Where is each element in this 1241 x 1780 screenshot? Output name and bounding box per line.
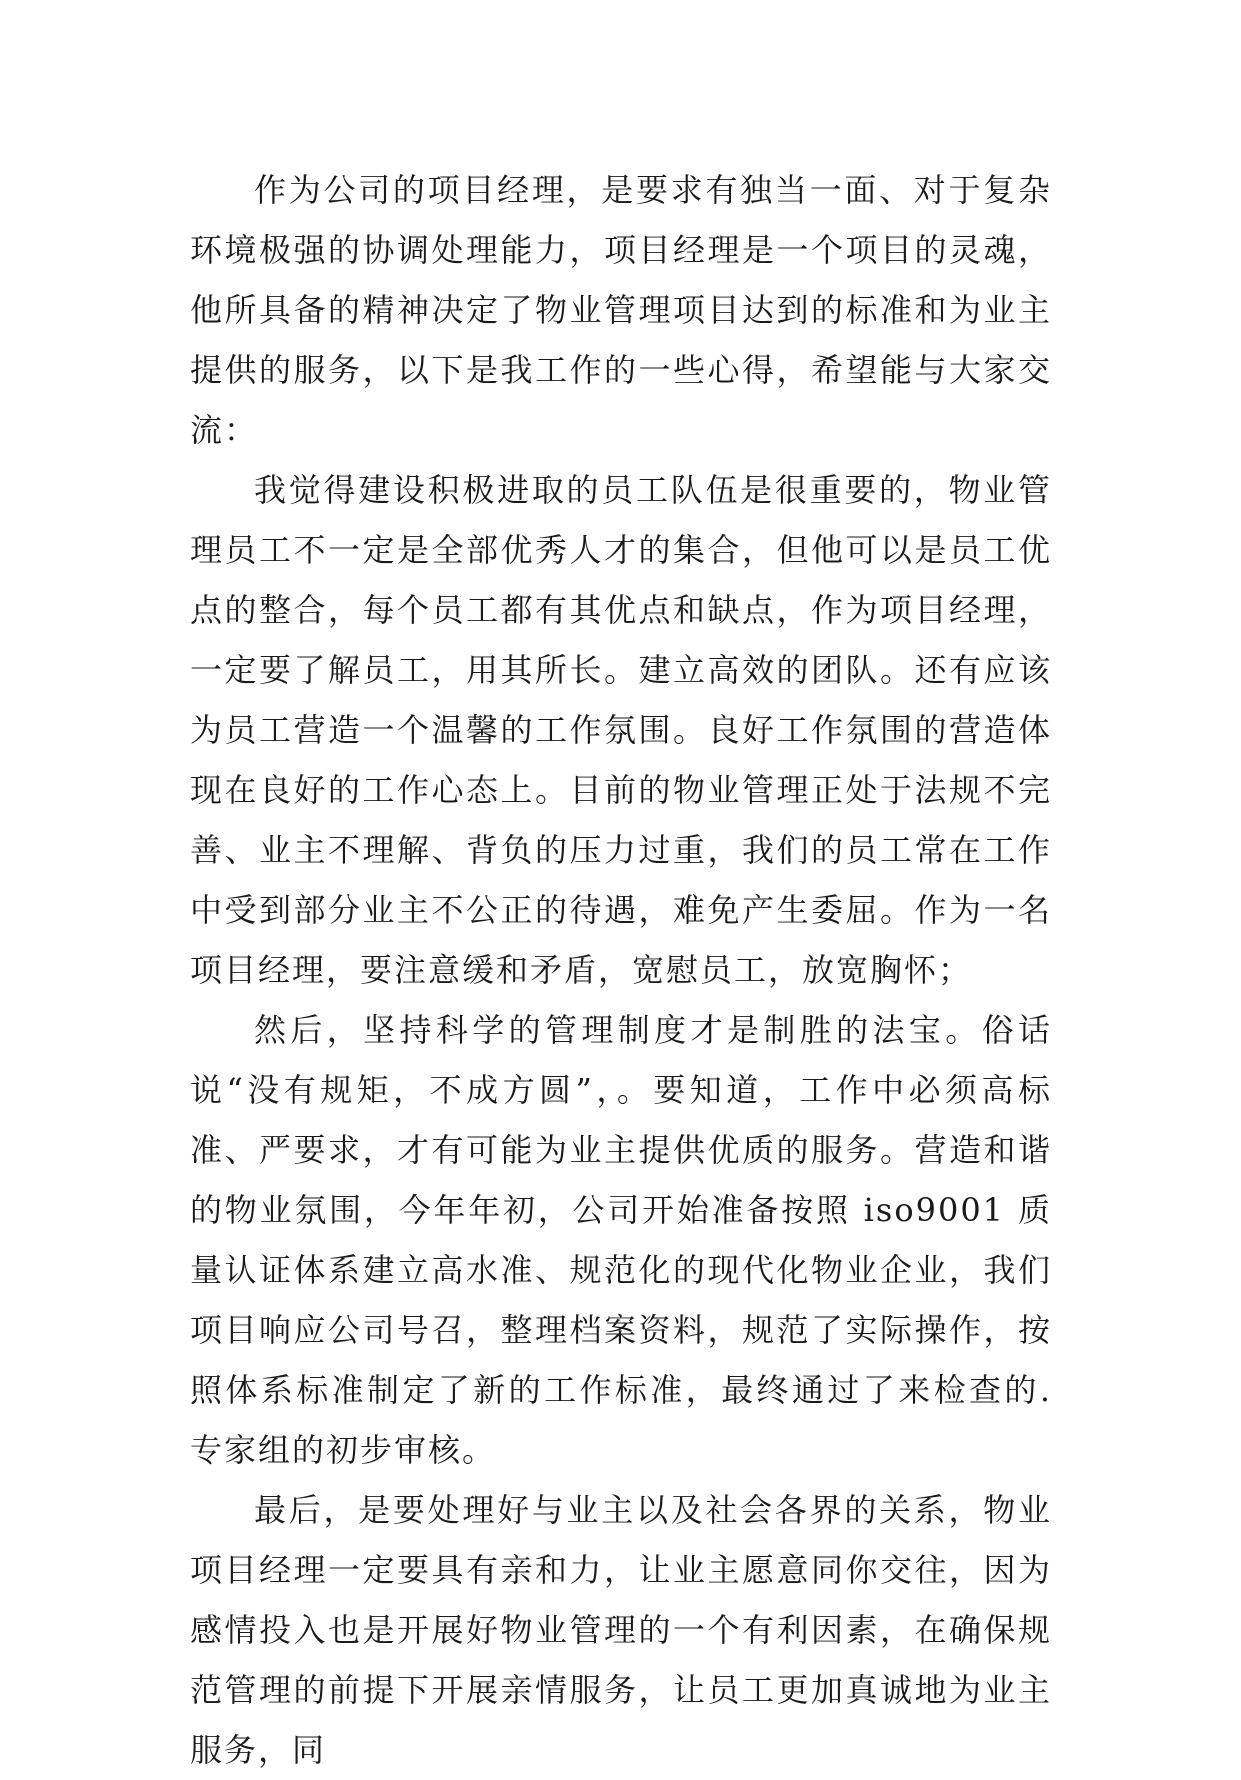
paragraph-1: 作为公司的项目经理，是要求有独当一面、对于复杂环境极强的协调处理能力，项目经理是一个项目的灵魂，他所具备的精神决定了物业管理项目达到的标准和为业主提供的服务，以下是我工作的一些心得，希望能与大家交流： (190, 171, 1052, 449)
paragraph-2: 我觉得建设积极进取的员工队伍是很重要的，物业管理员工不一定是全部优秀人才的集合，但他可以是员工优点的整合，每个员工都有其优点和缺点，作为项目经理，一定要了解员工，用其所长。建立高效的团队。还有应该为员工营造一个温馨的工作氛围。良好工作氛围的营造体现在良好的工作心态上。目前的物业管理正处于法规不完善、业主不理解、背负的压力过重，我们的员工常在工作中受到部分业主不公正的待遇，难免产生委屈。作为一名项目经理，要注意缓和矛盾，宽慰员工，放宽胸怀； (190, 471, 1052, 989)
paragraph-3: 然后，坚持科学的管理制度才是制胜的法宝。俗话说“没有规矩，不成方圆”，。要知道，工作中必须高标准、严要求，才有可能为业主提供优质的服务。营造和谐的物业氛围，今年年初，公司开始准备按照 iso9001 质量认证体系建立高水准、规范化的现代化物业企业，我们项目响应公司号召，整理档案资料，规范了实际操作，按照体系标准制定了新的工作标准，最终通过了来检查的.专家组的初步审核。 (190, 1011, 1052, 1469)
paragraph-4: 最后，是要处理好与业主以及社会各界的关系，物业项目经理一定要具有亲和力，让业主愿意同你交往，因为感情投入也是开展好物业管理的一个有利因素，在确保规范管理的前提下开展亲情服务，让员工更加真诚地为业主服务，同 (190, 1491, 1052, 1769)
document-body (190, 160, 1052, 1780)
